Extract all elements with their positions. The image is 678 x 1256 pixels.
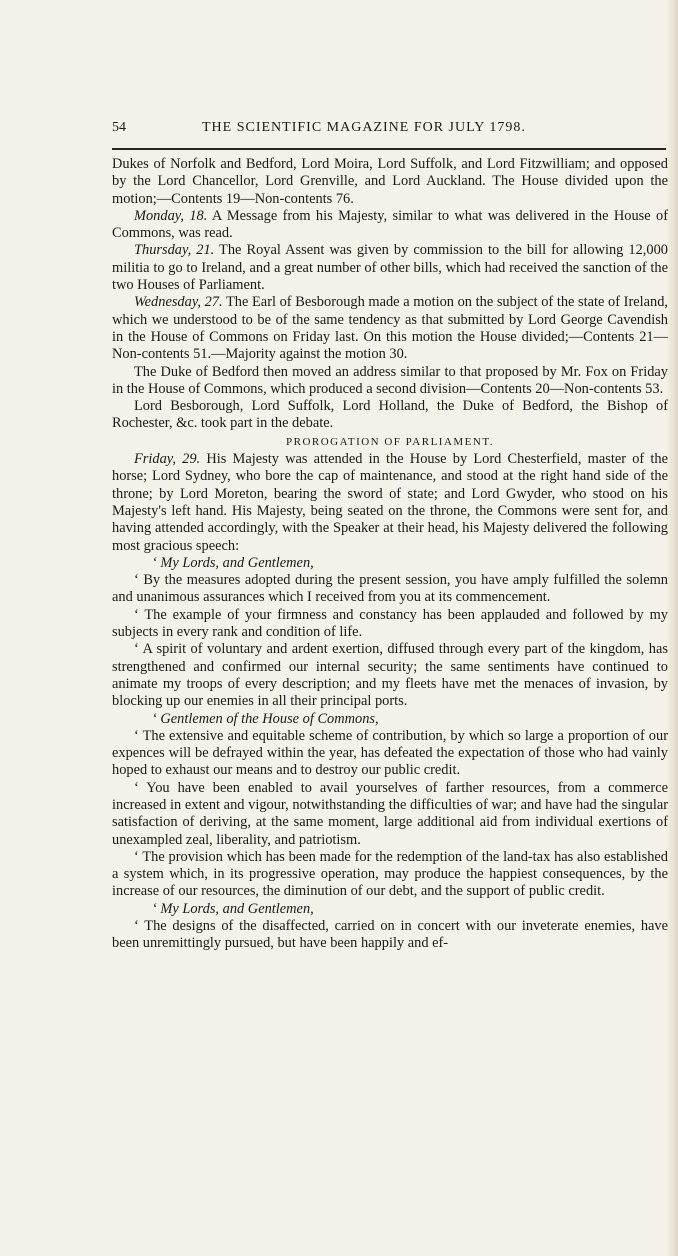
- date-label: Friday, 29.: [134, 451, 201, 468]
- paragraph-text: The Earl of Besborough made a motion on the subject of the state of Ireland, which we understood to be of the same tendency as that submitted by Lord George Cavendish in the House of Commons on Friday last. On this motion the House divided;—Contents 21—Non-contents 51.—Majority against the motion 30.: [112, 294, 669, 363]
- paragraph-text: A Message from his Majesty, similar to what was delivered in the House of Commons, was read.: [112, 207, 668, 242]
- paragraph-text: The Royal Assent was given by commission to the bill for allowing 12,000 militia to go to Ireland, and a great number of other bills, which had received the sanction of the two Houses of Parliament.: [112, 242, 668, 294]
- paragraph: Lord Besborough, Lord Suffolk, Lord Holland, the Duke of Bedford, the Bishop of Rochester, &c. took part in the debate.: [112, 398, 668, 432]
- page-number: 54: [112, 120, 126, 135]
- paragraph: Dukes of Norfolk and Bedford, Lord Moira, Lord Suffolk, and Lord Fitzwilliam; and opposed by the Lord Chancellor, Lord Grenville, and Lord Auckland. The House divided upon the motion;—Contents 19—Non-contents 76.: [112, 156, 668, 207]
- speech-paragraph: ‘ The provision which has been made for the redemption of the land-tax has also established a system which, in its progressive operation, may produce the happiest consequences, by the increase of our resources, the diminution of our debt, and the support of public credit.: [112, 848, 668, 900]
- speech-paragraph: ‘ The designs of the disaffected, carried on in concert with our inveterate enemies, have been unremittingly pursued, but have been happily and ef-: [112, 918, 668, 952]
- salutation: ‘ My Lords, and Gentlemen,: [152, 900, 314, 917]
- date-label: Thursday, 21.: [134, 242, 215, 259]
- speech-paragraph: ‘ A spirit of voluntary and ardent exertion, diffused through every part of the kingdom, has strengthened and confirmed our internal security; the same sentiments have continued to animate my troops of every description; and my fleets have met the menaces of invasion, by blocking up our enemies in all their principal ports.: [112, 641, 668, 710]
- date-label: Monday, 18.: [134, 207, 208, 224]
- date-label: Wednesday, 27.: [134, 294, 223, 311]
- article-body: [112, 156, 668, 953]
- salutation: ‘ My Lords, and Gentlemen,: [152, 554, 314, 571]
- speech-paragraph: ‘ The example of your firmness and constancy has been applauded and followed by my subjects in every rank and condition of life.: [112, 606, 668, 641]
- paragraph: The Duke of Bedford then moved an address similar to that proposed by Mr. Fox on Friday in the House of Commons, which produced a second division—Contents 20—Non-contents 53.: [112, 363, 668, 397]
- paragraph-text: His Majesty was attended in the House by Lord Chesterfield, master of the horse; Lord Sydney, who bore the cap of maintenance, and stood at the right hand side of the throne; by Lord Moreton, bearing the sword of state; and Lord Gwyder, who stood on his Majesty's left hand. His Majesty, being seated on the throne, the Commons were sent for, and having attended accordingly, with the Speaker at their head, his Majesty delivered the following most gracious speech:: [112, 451, 668, 554]
- running-header: [112, 118, 668, 142]
- speech-paragraph: ‘ By the measures adopted during the present session, you have amply fulfilled the solemn and unanimous assurances which I received from you at its commencement.: [112, 572, 668, 606]
- salutation: ‘ Gentlemen of the House of Commons,: [152, 710, 379, 727]
- paragraph: [112, 242, 668, 294]
- section-heading: PROROGATION OF PARLIAMENT.: [286, 435, 494, 448]
- speech-paragraph: ‘ The extensive and equitable scheme of contribution, by which so large a proportion of our expences will be defrayed within the year, has defeated the expectation of those who had vainly hoped to exhaust our means and to destroy our public credit.: [112, 727, 668, 779]
- speech-paragraph: ‘ You have been enabled to avail yourselves of farther resources, from a commerce increased in extent and vigour, notwithstanding the difficulties of war; and have had the singular satisfaction of deriving, at the same moment, large additional aid from individual exertions of unexampled zeal, liberality, and patriotism.: [112, 779, 668, 848]
- paragraph: [112, 451, 668, 555]
- running-title: THE SCIENTIFIC MAGAZINE FOR JULY 1798.: [202, 120, 526, 135]
- paragraph: [112, 294, 668, 363]
- paragraph: [112, 208, 668, 243]
- header-rule: [112, 148, 666, 150]
